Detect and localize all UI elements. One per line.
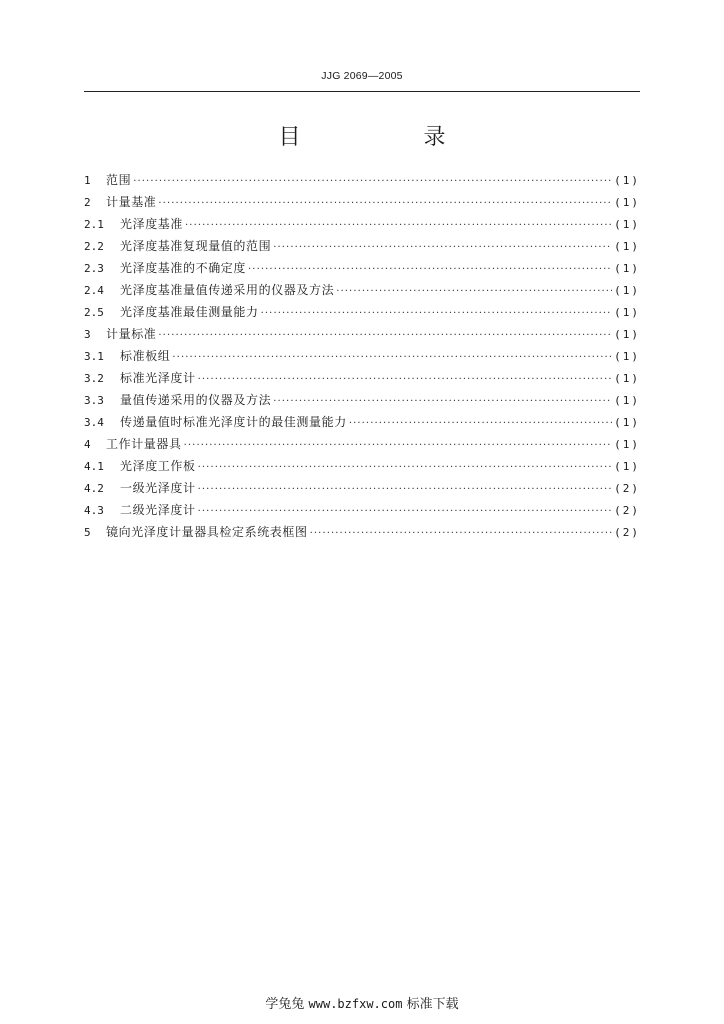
toc-entry-number: 5 (84, 526, 91, 539)
toc-entry[interactable] (84, 433, 640, 455)
toc-entry[interactable] (84, 191, 640, 213)
toc-entry-label: 光泽度基准量值传递采用的仪器及方法 (120, 283, 335, 297)
toc-entry-number: 2.2 (84, 240, 104, 253)
toc-entry-page: (2) (614, 526, 640, 539)
toc-entry-label: 工作计量器具 (106, 437, 182, 451)
toc-leader-dots (310, 523, 613, 545)
toc-entry-number: 3.4 (84, 416, 104, 429)
toc-entry[interactable] (84, 521, 640, 543)
toc-entry-label: 光泽度基准复现量值的范围 (120, 239, 272, 253)
toc-entry[interactable] (84, 257, 640, 279)
footer-site-name: 学兔兔 (265, 997, 305, 1012)
toc-entry-number: 3 (84, 328, 91, 341)
toc-entry-page: (1) (614, 394, 640, 407)
footer-slogan: 标准下载 (406, 997, 459, 1012)
toc-entry-label: 量值传递采用的仪器及方法 (120, 393, 272, 407)
toc-leader-dots (198, 479, 613, 501)
toc-entry[interactable] (84, 279, 640, 301)
toc-entry-page: (1) (614, 372, 640, 385)
toc-entry-number: 2.5 (84, 306, 104, 319)
toc-entry-number: 4.3 (84, 504, 104, 517)
toc-entry-number: 3.2 (84, 372, 104, 385)
toc-entry-label: 计量标准 (106, 327, 157, 341)
toc-entry-label: 光泽度基准的不确定度 (120, 261, 247, 275)
toc-entry-label: 光泽度基准最佳测量能力 (120, 305, 259, 319)
toc-leader-dots (184, 435, 613, 457)
toc-entry-label: 光泽度基准 (120, 217, 184, 231)
toc-leader-dots (349, 413, 612, 435)
toc-leader-dots (172, 347, 612, 369)
toc-leader-dots (198, 501, 613, 523)
toc-leader-dots (158, 193, 612, 215)
toc-title: 目 录 (278, 125, 504, 150)
toc-entry-number: 2.3 (84, 262, 104, 275)
toc-entry[interactable] (84, 477, 640, 499)
toc-entry-number: 2.4 (84, 284, 104, 297)
toc-entry-page: (1) (614, 306, 640, 319)
toc-entry-number: 3.3 (84, 394, 104, 407)
toc-entry-label: 一级光泽度计 (120, 481, 196, 495)
toc-entry-label: 标准光泽度计 (120, 371, 196, 385)
toc-entry[interactable] (84, 345, 640, 367)
toc-entry-label: 标准板组 (120, 349, 171, 363)
toc-leader-dots (336, 281, 612, 303)
toc-leader-dots (185, 215, 612, 237)
toc-entry-page: (1) (614, 328, 640, 341)
toc-entry[interactable] (84, 235, 640, 257)
toc-entry-page: (1) (614, 174, 640, 187)
toc-entry-number: 3.1 (84, 350, 104, 363)
toc-entry-page: (2) (614, 504, 640, 517)
toc-entry-page: (1) (614, 350, 640, 363)
toc-entry[interactable] (84, 213, 640, 235)
toc-entry-page: (1) (614, 438, 640, 451)
footer-watermark (0, 993, 724, 1012)
toc-entry[interactable] (84, 455, 640, 477)
toc-entry-number: 2.1 (84, 218, 104, 231)
header-divider (84, 91, 640, 92)
toc-entry-label: 二级光泽度计 (120, 503, 196, 517)
toc-leader-dots (158, 325, 612, 347)
document-header-code: JJG 2069—2005 (321, 70, 403, 82)
toc-entry[interactable] (84, 169, 640, 191)
toc-entry-page: (1) (614, 416, 640, 429)
toc-leader-dots (198, 457, 613, 479)
toc-entry-number: 4.2 (84, 482, 104, 495)
toc-leader-dots (273, 237, 612, 259)
toc-entry-label: 光泽度工作板 (120, 459, 196, 473)
toc-entry-number: 2 (84, 196, 91, 209)
toc-leader-dots (198, 369, 613, 391)
toc-entry[interactable] (84, 367, 640, 389)
toc-entry-page: (2) (614, 482, 640, 495)
toc-entry[interactable] (84, 323, 640, 345)
toc-leader-dots (273, 391, 612, 413)
toc-entry-number: 4 (84, 438, 91, 451)
toc-leader-dots (261, 303, 613, 325)
toc-leader-dots (133, 171, 612, 193)
toc-entry-page: (1) (614, 284, 640, 297)
toc-entry-page: (1) (614, 196, 640, 209)
toc-entry-number: 1 (84, 174, 91, 187)
toc-entry[interactable] (84, 411, 640, 433)
toc-entry-label: 计量基准 (106, 195, 157, 209)
toc-entry-number: 4.1 (84, 460, 104, 473)
toc-entry-label: 镜向光泽度计量器具检定系统表框图 (106, 525, 308, 539)
footer-url-link[interactable]: www.bzfxw.com (308, 997, 403, 1011)
toc-entry[interactable] (84, 389, 640, 411)
toc-entry-page: (1) (614, 262, 640, 275)
toc-entry[interactable] (84, 499, 640, 521)
toc-entry-label: 范围 (106, 173, 132, 187)
toc-entry-page: (1) (614, 218, 640, 231)
toc-entry[interactable] (84, 301, 640, 323)
toc-entry-label: 传递量值时标准光泽度计的最佳测量能力 (120, 415, 347, 429)
toc-leader-dots (248, 259, 612, 281)
toc-list (84, 169, 640, 543)
toc-entry-page: (1) (614, 460, 640, 473)
toc-entry-page: (1) (614, 240, 640, 253)
